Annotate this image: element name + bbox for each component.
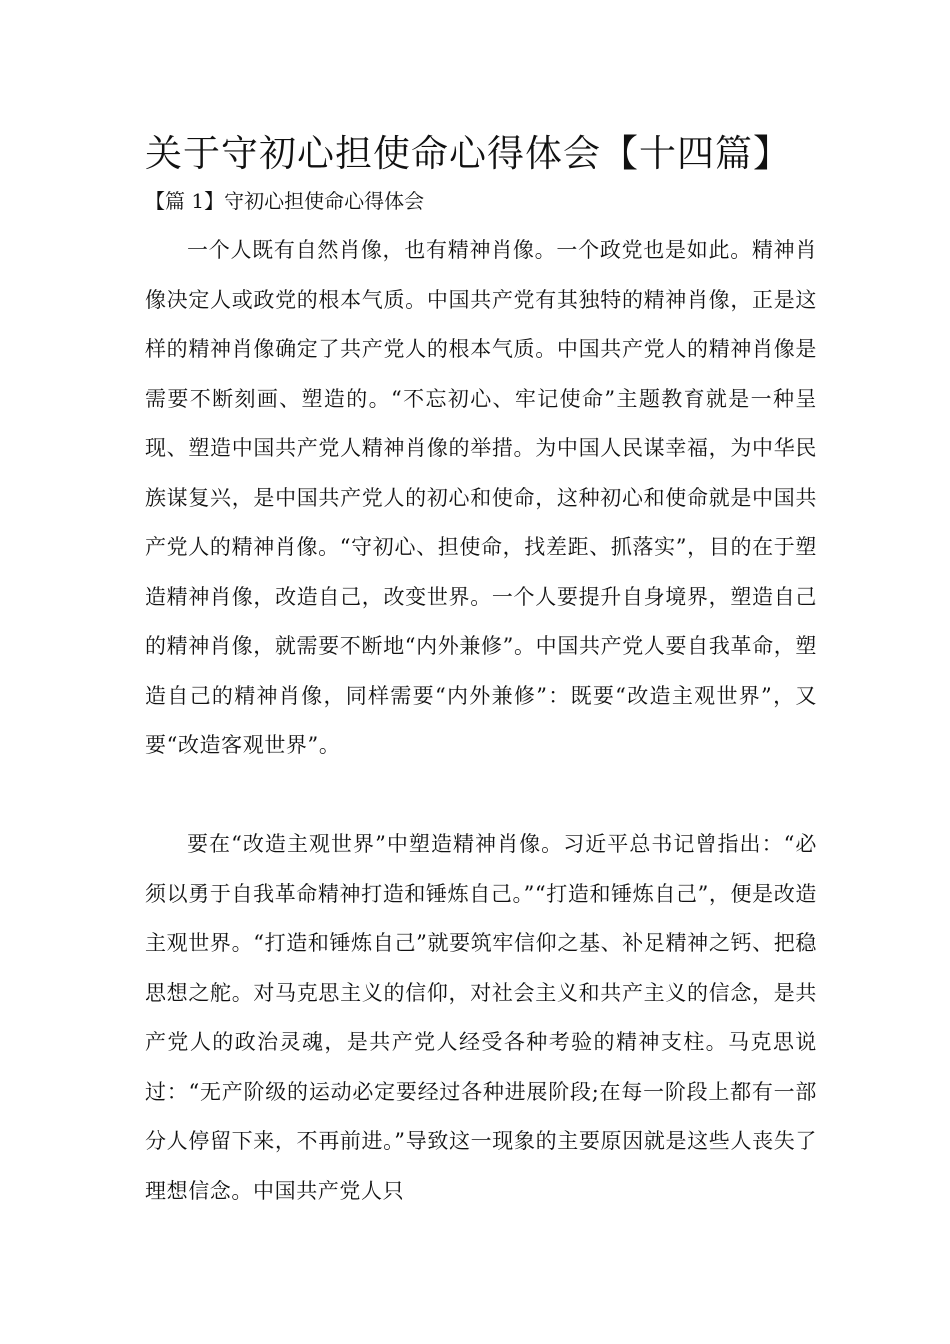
section-heading: 【篇 1】守初心担使命心得体会 [145, 189, 425, 213]
body-paragraph: 要在“改造主观世界”中塑造精神肖像。习近平总书记曾指出：“必须以勇于自我革命精神打造和锤炼自己。”“打造和锤炼自己”，便是改造主观世界。“打造和锤炼自己”就要筑牢信仰之基、补足精神之钙、把稳思想之舵。对马克思主义的信仰，对社会主义和共产主义的信念，是共产党人的政治灵魂，是共产党人经受各种考验的精神支柱。马克思说过：“无产阶级的运动必定要经过各种进展阶段;在每一阶段上都有一部分人停留下来，不再前进。”导致这一现象的主要原因就是这些人丧失了理想信念。中国共产党人只 [145, 832, 817, 1203]
body-paragraph: 一个人既有自然肖像，也有精神肖像。一个政党也是如此。精神肖像决定人或政党的根本气质。中国共产党有其独特的精神肖像，正是这样的精神肖像确定了共产党人的根本气质。中国共产党人的精神肖像是需要不断刻画、塑造的。“不忘初心、牢记使命”主题教育就是一种呈现、塑造中国共产党人精神肖像的举措。为中国人民谋幸福，为中华民族谋复兴，是中国共产党人的初心和使命，这种初心和使命就是中国共产党人的精神肖像。“守初心、担使命，找差距、抓落实”，目的在于塑造精神肖像，改造自己，改变世界。一个人要提升自身境界，塑造自己的精神肖像，就需要不断地“内外兼修”。中国共产党人要自我革命，塑造自己的精神肖像，同样需要“内外兼修”：既要“改造主观世界”，又要“改造客观世界”。 [145, 238, 817, 757]
document-title: 关于守初心担使命心得体会【十四篇】 [145, 132, 791, 175]
